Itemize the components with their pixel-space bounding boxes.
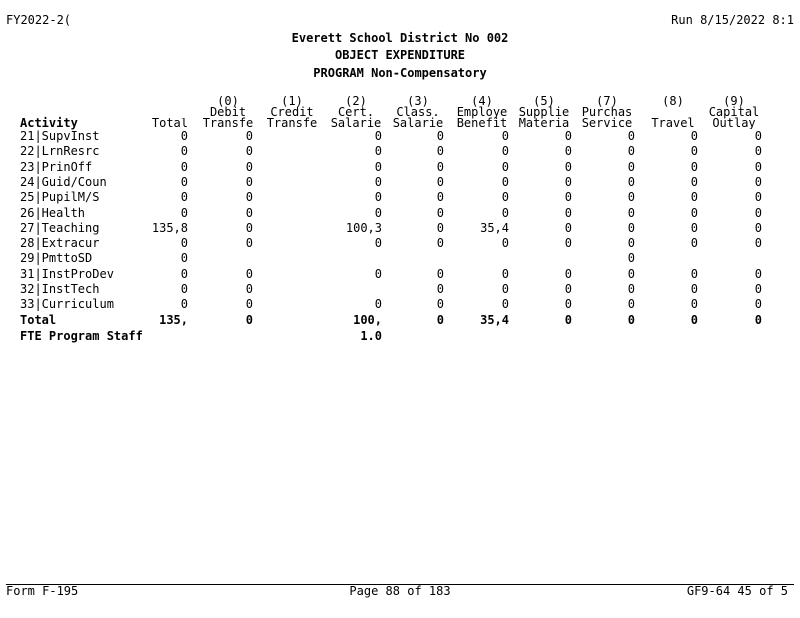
row-value: 0 [501, 190, 509, 204]
row-value: 0 [501, 206, 509, 220]
col-header-class-salaries: (3) Class. Salarie [392, 96, 444, 129]
row-value: 0 [627, 221, 635, 235]
program-title: PROGRAM Non-Compensatory [313, 66, 487, 80]
row-value: 0 [374, 267, 382, 281]
row-value: 0 [564, 175, 572, 189]
row-total: 0 [180, 206, 188, 220]
row-value: 0 [374, 175, 382, 189]
total-benefits: 35,4 [480, 313, 509, 327]
row-value: 0 [690, 175, 698, 189]
row-value: 0 [501, 282, 509, 296]
row-value: 0 [245, 175, 253, 189]
col-header-supplies: (5) Supplie Materia [518, 96, 570, 129]
district-title: Everett School District No 002 [291, 31, 509, 45]
row-value: 0 [374, 206, 382, 220]
row-value: 0 [627, 297, 635, 311]
row-value: 0 [754, 144, 762, 158]
row-value: 0 [436, 129, 444, 143]
row-value: 0 [374, 144, 382, 158]
table-row [0, 251, 800, 266]
row-value: 0 [501, 160, 509, 174]
row-total: 0 [180, 175, 188, 189]
col-header-purchased-services: (7) Purchas Service [581, 96, 633, 129]
table-row [0, 282, 800, 297]
row-value: 0 [245, 144, 253, 158]
row-value: 0 [627, 190, 635, 204]
row-activity: 31|InstProDev [20, 267, 114, 281]
total-row [0, 313, 800, 328]
fiscal-year: FY2022-2( [6, 13, 72, 27]
row-value: 0 [436, 221, 444, 235]
row-value: 0 [245, 297, 253, 311]
row-activity: 21|SupvInst [20, 129, 100, 143]
activity-header: Activity [20, 116, 78, 130]
row-value: 0 [627, 236, 635, 250]
row-value: 100,3 [345, 221, 382, 235]
total-label: Total [20, 313, 57, 327]
row-value: 0 [245, 129, 253, 143]
row-total: 0 [180, 282, 188, 296]
row-value: 0 [690, 160, 698, 174]
row-value: 0 [436, 236, 444, 250]
row-value: 0 [627, 129, 635, 143]
fte-value: 1.0 [360, 329, 382, 343]
row-activity: 23|PrinOff [20, 160, 93, 174]
row-activity: 32|InstTech [20, 282, 100, 296]
row-value: 0 [754, 190, 762, 204]
row-total: 0 [180, 251, 188, 265]
fte-label: FTE Program Staff [20, 329, 143, 343]
row-value: 0 [627, 282, 635, 296]
row-value: 0 [245, 267, 253, 281]
row-activity: 29|PmttoSD [20, 251, 93, 265]
row-total: 0 [180, 297, 188, 311]
table-row [0, 236, 800, 251]
row-activity: 26|Health [20, 206, 86, 220]
row-total: 135,8 [151, 221, 188, 235]
table-row [0, 206, 800, 221]
row-value: 0 [754, 282, 762, 296]
col-header-benefits: (4) Employe Benefit [456, 96, 508, 129]
fte-row [0, 329, 800, 344]
row-activity: 22|LrnResrc [20, 144, 100, 158]
row-value: 0 [627, 206, 635, 220]
row-value: 0 [245, 282, 253, 296]
row-value: 0 [501, 236, 509, 250]
table-row [0, 221, 800, 236]
row-value: 0 [690, 144, 698, 158]
total-services: 0 [627, 313, 635, 327]
row-value: 0 [436, 175, 444, 189]
col-header-travel: (8) Travel [651, 96, 695, 129]
row-total: 0 [180, 129, 188, 143]
row-activity: 25|PupilM/S [20, 190, 100, 204]
total-class: 0 [436, 313, 444, 327]
row-value: 0 [436, 297, 444, 311]
row-value: 0 [374, 160, 382, 174]
row-value: 0 [690, 236, 698, 250]
table-row [0, 160, 800, 175]
row-value: 0 [690, 129, 698, 143]
row-value: 0 [564, 297, 572, 311]
row-value: 0 [436, 144, 444, 158]
row-value: 0 [627, 251, 635, 265]
report-title: OBJECT EXPENDITURE [334, 48, 466, 62]
row-value: 0 [754, 206, 762, 220]
row-value: 0 [436, 282, 444, 296]
col-header-credit: (1) Credit Transfe [266, 96, 318, 129]
table-row [0, 267, 800, 282]
row-value: 0 [690, 190, 698, 204]
row-value: 0 [754, 297, 762, 311]
row-value: 0 [436, 160, 444, 174]
row-value: 0 [245, 160, 253, 174]
total-total: 135, [159, 313, 188, 327]
total-cert: 100, [353, 313, 382, 327]
row-value: 0 [754, 236, 762, 250]
row-value: 0 [436, 267, 444, 281]
row-value: 0 [754, 221, 762, 235]
row-value: 0 [690, 206, 698, 220]
row-value: 0 [374, 297, 382, 311]
row-value: 0 [564, 160, 572, 174]
row-total: 0 [180, 190, 188, 204]
total-header: Total [151, 118, 188, 129]
run-info: Run 8/15/2022 8:1 [671, 13, 794, 27]
table-row [0, 144, 800, 159]
row-value: 0 [245, 190, 253, 204]
row-value: 0 [754, 175, 762, 189]
row-value: 0 [245, 221, 253, 235]
row-value: 0 [690, 267, 698, 281]
row-value: 0 [501, 267, 509, 281]
report-code: GF9-64 45 of 5 [686, 584, 788, 598]
total-travel: 0 [690, 313, 698, 327]
row-value: 0 [501, 297, 509, 311]
row-value: 0 [501, 175, 509, 189]
row-value: 0 [564, 190, 572, 204]
row-value: 0 [374, 129, 382, 143]
row-value: 0 [690, 221, 698, 235]
row-value: 0 [690, 282, 698, 296]
row-value: 0 [754, 267, 762, 281]
row-value: 0 [245, 206, 253, 220]
row-activity: 33|Curriculum [20, 297, 114, 311]
row-value: 0 [564, 267, 572, 281]
row-activity: 28|Extracur [20, 236, 100, 250]
row-value: 0 [564, 144, 572, 158]
row-value: 0 [564, 206, 572, 220]
row-value: 0 [754, 160, 762, 174]
row-value: 0 [564, 236, 572, 250]
col-header-debit: (0) Debit Transfe [202, 96, 254, 129]
row-value: 0 [436, 190, 444, 204]
row-value: 0 [436, 206, 444, 220]
row-value: 0 [374, 236, 382, 250]
row-value: 0 [627, 267, 635, 281]
table-row [0, 297, 800, 312]
row-activity: 24|Guid/Coun [20, 175, 107, 189]
row-value: 0 [627, 175, 635, 189]
table-row [0, 175, 800, 190]
row-value: 0 [374, 190, 382, 204]
row-value: 0 [627, 144, 635, 158]
total-supplies: 0 [564, 313, 572, 327]
row-value: 0 [564, 221, 572, 235]
row-total: 0 [180, 267, 188, 281]
row-total: 0 [180, 144, 188, 158]
row-value: 0 [564, 129, 572, 143]
total-debit: 0 [245, 313, 253, 327]
row-value: 0 [627, 160, 635, 174]
row-value: 0 [690, 297, 698, 311]
col-header-capital-outlay: (9) Capital Outlay [708, 96, 760, 129]
form-label: Form F-195 [6, 584, 79, 598]
row-value: 0 [501, 144, 509, 158]
row-activity: 27|Teaching [20, 221, 100, 235]
row-total: 0 [180, 160, 188, 174]
table-row [0, 190, 800, 205]
page-number: Page 88 of 183 [349, 584, 451, 598]
total-capital: 0 [754, 313, 762, 327]
row-value: 35,4 [480, 221, 509, 235]
row-value: 0 [754, 129, 762, 143]
col-header-cert-salaries: (2) Cert. Salarie [330, 96, 382, 129]
table-row [0, 129, 800, 144]
row-total: 0 [180, 236, 188, 250]
row-value: 0 [501, 129, 509, 143]
row-value: 0 [564, 282, 572, 296]
row-value: 0 [245, 236, 253, 250]
